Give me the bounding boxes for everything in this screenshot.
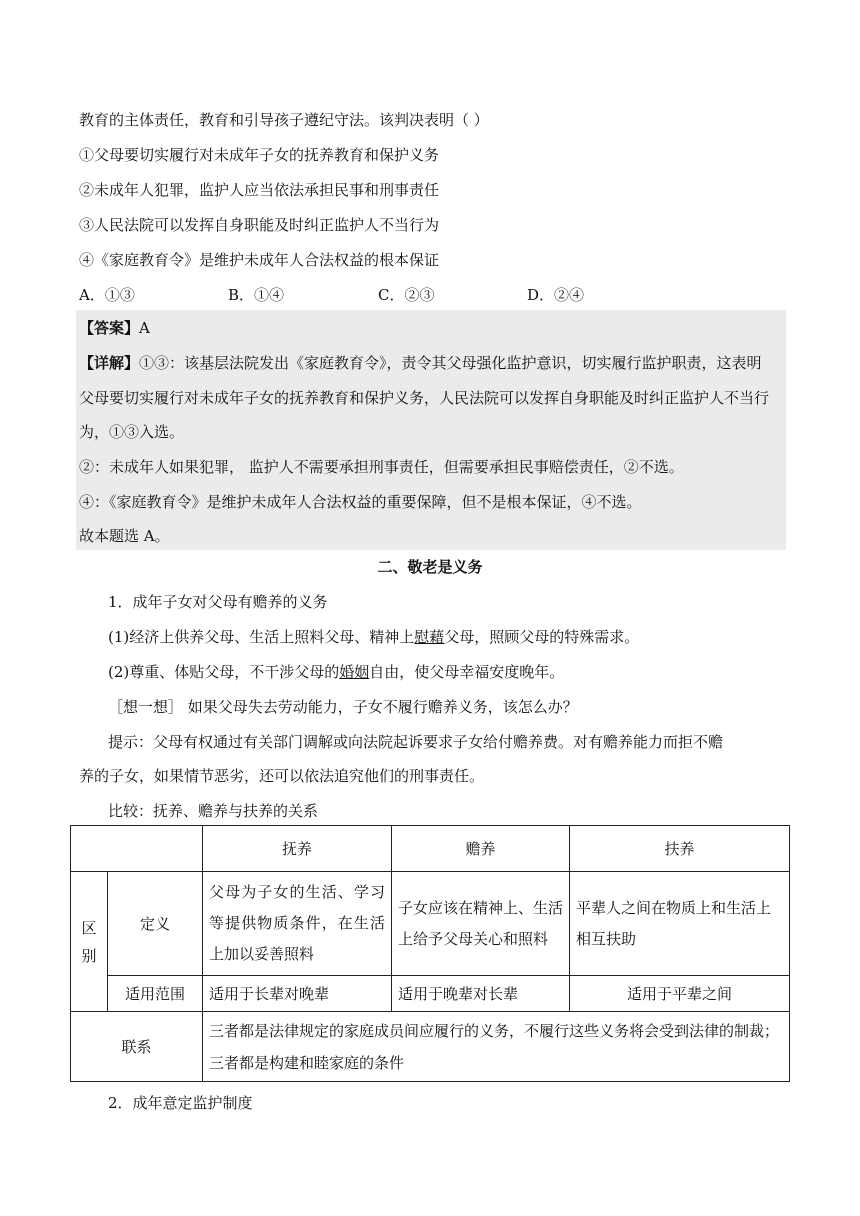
point-2-text-a: (2)尊重、体贴父母，不干涉父母的 [108,663,340,681]
row-label-definition: 定义 [108,872,203,976]
hint-line-2: 养的子女，如果情节恶劣，还可以依法追究他们的刑事责任。 [79,767,485,785]
options-row [79,285,779,305]
item2-title: 2．成年意定监护制度 [108,1094,253,1112]
row-label-scope: 适用范围 [108,976,203,1012]
cell-scope-fuyang2: 适用于平辈之间 [570,976,790,1012]
table-row-scope [71,976,790,1012]
cell-scope-fuyang: 适用于长辈对晚辈 [203,976,392,1012]
cell-definition-fuyang2: 平辈人之间在物质上和生活上相互扶助 [570,872,790,976]
header-fuyang: 抚养 [203,826,392,872]
answer-box [76,310,786,550]
cell-relation-text: 三者都是法律规定的家庭成员间应履行的义务，不履行这些义务将会受到法律的制裁；三者都是构建和睦家庭的条件 [203,1012,790,1082]
group-label-char-1: 区 [81,918,97,937]
point-2 [108,662,564,682]
table-row-relation [71,1012,790,1082]
cell-definition-fuyang: 父母为子女的生活、学习等提供物质条件，在生活上加以妥善照料 [203,872,392,976]
detail-line-4: ②：未成年人如果犯罪， 监护人不需要承担刑事责任，但需要承担民事赔偿责任，②不选。 [79,458,684,476]
point-2-underlined: 婚姻 [339,663,370,681]
point-1-text-a: (1)经济上供养父母、生活上照料父母、精神上 [108,628,415,646]
statement-3: ③人民法院可以发挥自身职能及时纠正监护人不当行为 [79,216,440,234]
statement-1: ①父母要切实履行对未成年子女的抚养教育和保护义务 [79,146,440,164]
detail-line-2: 父母要切实履行对未成年子女的抚养教育和保护义务，人民法院可以发挥自身职能及时纠正监护人不当行 [79,389,770,407]
statement-4: ④《家庭教育令》是维护未成年人合法权益的根本保证 [79,251,440,269]
detail-line-6: 故本题选 A。 [79,527,170,545]
group-label-difference [71,872,108,1012]
comparison-table [70,825,790,1082]
detail-text-1: ①③：该基层法院发出《家庭教育令》，责令其父母强化监护意识，切实履行监护职责，这表明 [139,354,762,372]
group-label-char-2: 别 [81,946,97,965]
statement-2: ②未成年人犯罪，监护人应当依法承担民事和刑事责任 [79,181,440,199]
table-row-definition [71,872,790,976]
hint-line-1: 提示：父母有权通过有关部门调解或向法院起诉要求子女给付赡养费。对有赡养能力而拒不赡 [108,733,724,751]
answer-label: 【答案】 [79,319,140,337]
item1-title: 1．成年子女对父母有赡养的义务 [108,593,328,611]
cell-definition-shanyang: 子女应该在精神上、生活上给予父母关心和照料 [392,872,570,976]
table-header-row [71,826,790,872]
header-fuyang2: 扶养 [570,826,790,872]
answer-line [79,318,150,338]
compare-title: 比较：抚养、赡养与扶养的关系 [108,802,319,820]
section-heading: 二、敬老是义务 [377,558,483,576]
point-1 [108,627,639,647]
detail-line-3: 为，①③入选。 [79,423,185,441]
option-a: A．①③ [79,286,135,304]
detail-label: 【详解】 [79,354,140,372]
detail-line-5: ④：《家庭教育令》是维护未成年人合法权益的重要保障，但不是根本保证，④不选。 [79,493,642,511]
think-prompt: ［想一想］ 如果父母失去劳动能力，子女不履行赡养义务，该怎么办？ [108,698,578,716]
header-shanyang: 赡养 [392,826,570,872]
question-stem-tail: 教育的主体责任，教育和引导孩子遵纪守法。该判决表明（ ） [79,111,489,129]
row-label-relation: 联系 [71,1012,203,1082]
answer-value: A [139,319,150,337]
detail-line-1 [79,353,762,373]
option-d: D．②④ [527,286,585,304]
table-header-empty [71,826,203,872]
cell-scope-shanyang: 适用于晚辈对长辈 [392,976,570,1012]
option-b: B．①④ [228,286,285,304]
point-1-text-b: 父母，照顾父母的特殊需求。 [444,628,640,646]
point-2-text-b: 自由，使父母幸福安度晚年。 [369,663,565,681]
point-1-underlined: 慰藉 [414,628,445,646]
option-c: C．②③ [378,286,435,304]
